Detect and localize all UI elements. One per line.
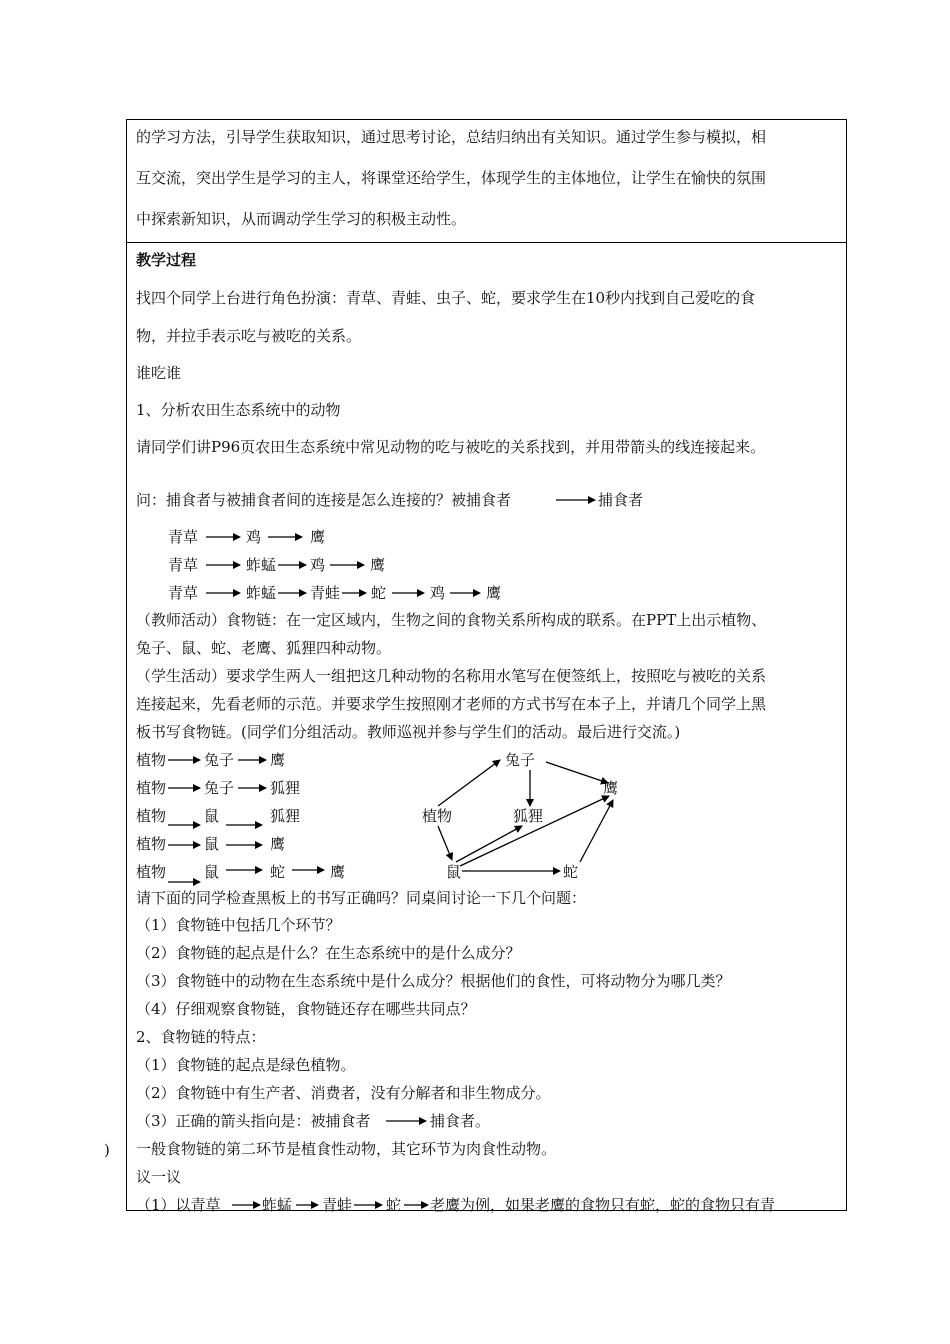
paragraph-line: 请下面的同学检查黑板上的书写正确吗？同桌间讨论一下几个问题： (136, 889, 587, 907)
paragraph-line: （教师活动）食物链：在一定区域内，生物之间的食物关系所构成的联系。在PPT上出示植物、 (136, 611, 767, 629)
paragraph-line: 中探索新知识，从而调动学生学习的积极主动性。 (136, 210, 467, 228)
web-arrow (460, 796, 609, 866)
web-node-rabbit: 兔子 (505, 751, 536, 769)
paragraph-line: 议一议 (136, 1168, 182, 1186)
chain-node: 鹰 (310, 528, 326, 546)
paragraph-line: 问：捕食者与被捕食者间的连接是怎么连接的？被捕食者 (136, 491, 512, 509)
web-arrow (546, 762, 608, 783)
question-item: （1）食物链中包括几个环节？ (136, 916, 341, 934)
chain-node: 蛇 (386, 1196, 402, 1214)
chain-node: 植物 (136, 779, 167, 797)
chain-node: 狐狸 (270, 779, 301, 797)
chain-node: 鹰 (330, 863, 346, 881)
feature-item: （2）食物链中有生产者、消费者，没有分解者和非生物成分。 (136, 1084, 551, 1102)
chain-node: 植物 (136, 807, 167, 825)
chain-node: 兔子 (204, 751, 235, 769)
web-arrow (456, 826, 522, 862)
chain-node: 植物 (136, 835, 167, 853)
web-node-mouse: 鼠 (446, 863, 462, 881)
last-line-prefix: （1）以青草 (136, 1196, 221, 1214)
chain-node: 青草 (168, 528, 199, 546)
paragraph-line: 找四个同学上台进行角色扮演：青草、青蛙、虫子、蛇，要求学生在10秒内找到自己爱吃的食 (136, 289, 756, 307)
paragraph-line: 物，并拉手表示吃与被吃的关系。 (136, 327, 362, 345)
chain-node: 青蛙 (310, 584, 341, 602)
chain-node: 鹰 (270, 835, 286, 853)
paragraph-line: （学生活动）要求学生两人一组把这几种动物的名称用水笔写在便签纸上，按照吃与被吃的关系 (136, 667, 767, 685)
web-node-snake: 蛇 (563, 863, 579, 881)
chain-node: 鸡 (430, 584, 446, 602)
chain-node: 鼠 (204, 863, 220, 881)
chain-node: 鹰 (270, 751, 286, 769)
question-item: （3）食物链中的动物在生态系统中是什么成分？根据他们的食性，可将动物分为哪几类？ (136, 972, 731, 990)
chain-node: 狐狸 (270, 807, 301, 825)
paragraph-line: 互交流，突出学生是学习的主人，将课堂还给学生，体现学生的主体地位，让学生在愉快的氛围 (136, 169, 767, 187)
web-arrow (438, 760, 500, 806)
chain-node: 兔子 (204, 779, 235, 797)
feature-item-end: 捕食者。 (430, 1112, 491, 1130)
web-node-fox: 狐狸 (513, 807, 544, 825)
chain-node: 青草 (168, 584, 199, 602)
chain-node: 蚱蜢 (262, 1196, 293, 1214)
paragraph-line: 连接起来，先看老师的示范。并要求学生按照刚才老师的方式书写在本子上，并请几个同学上黑 (136, 695, 767, 713)
question-item: （4）仔细观察食物链，食物链还存在哪些共同点？ (136, 1000, 476, 1018)
feature-item: （3）正确的箭头指向是：被捕食者 (136, 1112, 371, 1130)
chain-node: 蛇 (270, 863, 286, 881)
chain-node: 鼠 (204, 835, 220, 853)
paragraph-line: 1、分析农田生态系统中的动物 (136, 401, 341, 419)
last-line-rest: 老鹰为例，如果老鹰的食物只有蛇，蛇的食物只有青 (430, 1196, 776, 1214)
web-node-eagle: 鹰 (603, 779, 619, 797)
chain-node: 蚱蜢 (246, 584, 277, 602)
chain-node: 青草 (168, 556, 199, 574)
chain-node: 植物 (136, 863, 167, 881)
question-end-label: 捕食者 (598, 491, 644, 509)
chain-node: 蚱蜢 (246, 556, 277, 574)
chain-node: 植物 (136, 751, 167, 769)
web-node-plant: 植物 (422, 807, 453, 825)
web-arrow (580, 800, 613, 862)
chain-node: 鸡 (246, 528, 262, 546)
paragraph-line: 请同学们讲P96页农田生态系统中常见动物的吃与被吃的关系找到，并用带箭头的线连接起来。 (136, 438, 766, 456)
web-arrow (438, 826, 452, 860)
paragraph-line: 一般食物链的第二环节是植食性动物，其它环节为肉食性动物。 (136, 1140, 557, 1158)
paragraph-line: 板书写食物链。(同学们分组活动。教师巡视并参与学生们的活动。最后进行交流。) (136, 723, 681, 741)
chain-node: 青蛙 (322, 1196, 353, 1214)
paragraph-line: 兔子、鼠、蛇、老鹰、狐狸四种动物。 (136, 639, 392, 657)
chain-node: 鹰 (486, 584, 502, 602)
feature-item: （1）食物链的起点是绿色植物。 (136, 1056, 356, 1074)
chain-node: 鼠 (204, 807, 220, 825)
chain-node: 鸡 (310, 556, 326, 574)
paragraph-line: 谁吃谁 (136, 364, 182, 382)
paragraph-line: 的学习方法，引导学生获取知识，通过思考讨论，总结归纳出有关知识。通过学生参与模拟，相 (136, 128, 767, 146)
chain-node: 鹰 (370, 556, 386, 574)
paragraph-line: 2、食物链的特点： (136, 1028, 266, 1046)
section-heading: 教学过程 (136, 251, 197, 269)
question-item: （2）食物链的起点是什么？在生态系统中的是什么成分？ (136, 944, 521, 962)
chain-node: 蛇 (371, 584, 387, 602)
margin-mark: ) (104, 1141, 110, 1159)
